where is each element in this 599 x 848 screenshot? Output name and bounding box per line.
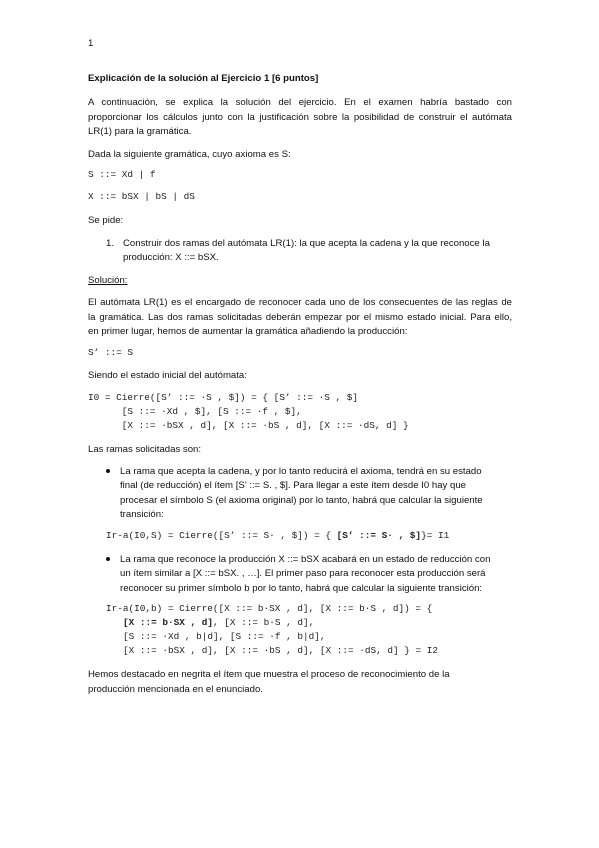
formula-ir-a-b-line-4: [X ::= ·bSX , d], [X ::= ·bS , d], [X ::= ·dS, d] } = I2: [123, 645, 439, 656]
task-line-2: producción: X ::= bSX.: [123, 252, 219, 263]
initial-state-intro: Siendo el estado inicial del autómata:: [88, 370, 247, 381]
bullet-dot: [106, 557, 110, 561]
bullet2-line-3: reconocer su primer símbolo b por lo tanto, habrá que calcular la siguiente transición:: [120, 583, 483, 594]
i0-line-2: [S ::= ·Xd , $], [S ::= ·f , $],: [88, 406, 302, 417]
formula-ir-a-b-line-2-rest: , [X ::= b·S , d],: [213, 617, 315, 628]
closing-line-1: Hemos destacado en negrita el ítem que muestra el proceso de reconocimiento de la: [88, 669, 450, 680]
i0-line-1: I0 = Cierre([S’ ::= ·S , $]) = { [S’ ::= ·S , $]: [88, 392, 359, 403]
task-number: 1.: [106, 238, 115, 249]
intro-line-3: LR(1) para la gramática.: [88, 126, 192, 137]
section-title: Explicación de la solución al Ejercicio 1 [6 puntos]: [88, 73, 319, 84]
augmented-production: S’ ::= S: [88, 347, 134, 358]
bullet-dot: [106, 469, 110, 473]
solution-line-1: El autómata LR(1) es el encargado de reconocer cada uno de los consecuentes de las reglas de: [88, 297, 512, 308]
solution-line-2: la gramática. Las dos ramas solicitadas deberán empezar por el mismo estado inicial. Para ello,: [88, 312, 512, 323]
formula-ir-a-b-line-2: [123, 617, 314, 629]
formula-ir-a-s: [106, 530, 449, 542]
bullet2-line-2: un ítem similar a [X ::= bSX. , …]. El primer paso para reconocer esta producción será: [120, 568, 486, 579]
grammar-intro: Dada la siguiente gramática, cuyo axioma es S:: [88, 149, 291, 160]
i0-line-3: [X ::= ·bSX , d], [X ::= ·bS , d], [X ::= ·dS, d] }: [88, 420, 409, 431]
intro-line-2: proporcionar los cálculos junto con la justificación sobre la posibilidad de construir el autómata: [88, 112, 512, 123]
se-pide-label: Se pide:: [88, 215, 124, 226]
bullet1-line-3: procesar el símbolo S (el axioma original) por lo tanto, habrá que calcular la siguiente: [120, 495, 483, 506]
solution-line-3: en primer lugar, hemos de aumentar la gramática añadiendo la producción:: [88, 326, 408, 337]
formula-ir-a-s-end: }= I1: [421, 530, 450, 541]
intro-line-1: A continuación, se explica la solución del ejercicio. En el examen habría bastado con: [88, 97, 512, 108]
solution-heading: Solución:: [88, 275, 128, 286]
branches-intro: Las ramas solicitadas son:: [88, 444, 202, 455]
task-line-1: Construir dos ramas del autómata LR(1): la que acepta la cadena y la que reconoce la: [123, 238, 490, 249]
grammar-rule-s: S ::= Xd | f: [88, 169, 156, 180]
bullet2-line-1: La rama que reconoce la producción X ::= bSX acabará en un estado de reducción con: [120, 554, 491, 565]
formula-ir-a-s-bold-item: [S’ ::= S· , $]: [336, 530, 422, 541]
bullet1-line-2: final (de reducción) el ítem [S’ ::= S. , $]. Para llegar a este ítem desde I0 hay que: [120, 480, 467, 491]
closing-line-2: producción mencionada en el enunciado.: [88, 684, 263, 695]
formula-ir-a-b-line-3: [S ::= ·Xd , b|d], [S ::= ·f , b|d],: [123, 631, 326, 642]
formula-ir-a-b-bold-item: [X ::= b·SX , d]: [123, 617, 214, 628]
bullet1-line-1: La rama que acepta la cadena, y por lo tanto reducirá el axioma, tendrá en su estado: [120, 466, 482, 477]
grammar-rule-x: X ::= bSX | bS | dS: [88, 191, 195, 202]
formula-ir-a-b-line-1: Ir-a(I0,b) = Cierre([X ::= b·SX , d], [X ::= b·S , d]) = {: [106, 603, 433, 614]
page-number: 1: [88, 38, 94, 49]
formula-ir-a-s-plain: Ir-a(I0,S) = Cierre([S’ ::= S· , $]) = {: [106, 530, 337, 541]
bullet1-line-4: transición:: [120, 509, 164, 520]
